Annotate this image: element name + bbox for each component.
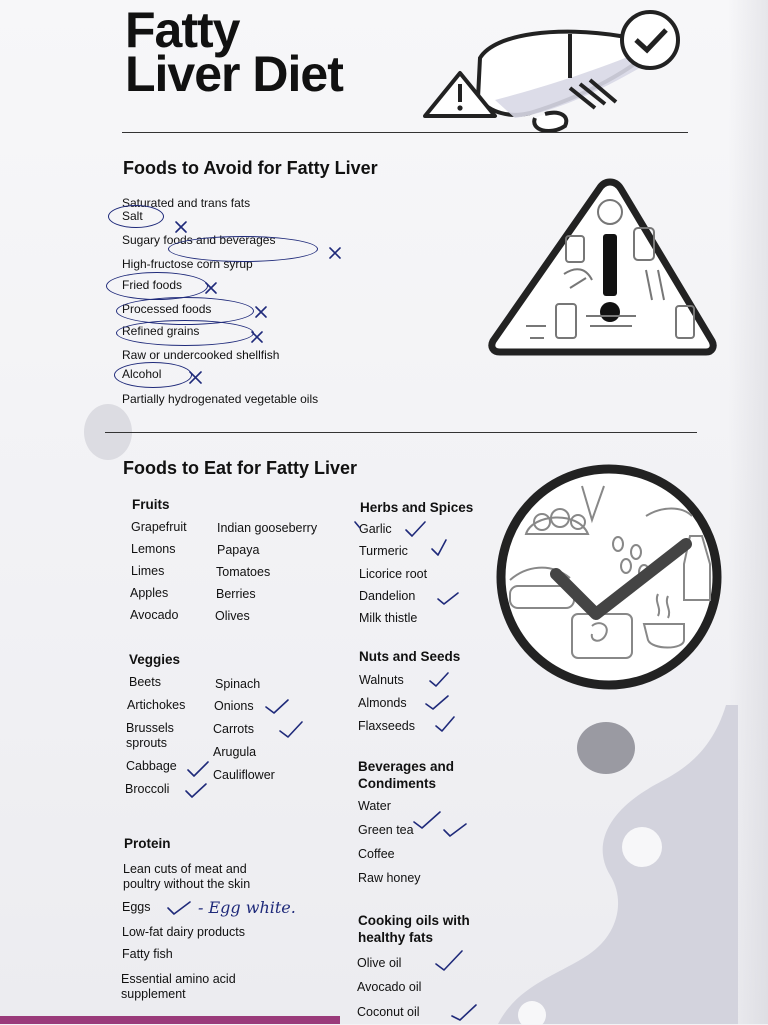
veggie-item: Artichokes bbox=[127, 698, 186, 712]
page-bottom-edge bbox=[0, 1016, 340, 1024]
protein-item: Lean cuts of meat and poultry without the skin bbox=[123, 862, 251, 891]
beverage-item: Water bbox=[358, 799, 391, 813]
veggie-item: Cabbage bbox=[126, 759, 177, 773]
category-nuts: Nuts and Seeds bbox=[359, 649, 461, 664]
nut-item: Flaxseeds bbox=[358, 719, 415, 733]
title-line-2: Liver Diet bbox=[125, 46, 343, 102]
veggie-item: Carrots bbox=[213, 722, 254, 736]
category-veggies: Veggies bbox=[129, 652, 181, 667]
decorative-wave-shape bbox=[498, 705, 738, 1025]
veggie-item: Brussels sprouts bbox=[126, 721, 174, 750]
protein-item: Essential amino acid supplement bbox=[121, 972, 236, 1001]
avoid-item: Sugary foods and beverages bbox=[122, 233, 276, 247]
veggie-item: Cauliflower bbox=[213, 768, 275, 782]
herb-item: Milk thistle bbox=[359, 611, 418, 625]
herb-item: Licorice root bbox=[359, 567, 428, 581]
herb-item: Dandelion bbox=[359, 589, 416, 603]
title-line-1: Fatty bbox=[125, 2, 240, 58]
healthy-food-check-icon bbox=[486, 464, 732, 690]
veggie-item: Spinach bbox=[215, 677, 261, 691]
fruit-item: Lemons bbox=[131, 542, 176, 556]
fruit-item: Tomatoes bbox=[216, 565, 271, 579]
fruit-item: Grapefruit bbox=[131, 520, 187, 534]
category-herbs: Herbs and Spices bbox=[360, 500, 474, 515]
fruit-item: Papaya bbox=[217, 543, 260, 557]
avoid-item: Salt bbox=[122, 209, 143, 223]
oil-item: Olive oil bbox=[357, 956, 402, 970]
nut-item: Walnuts bbox=[359, 673, 404, 687]
handwritten-egg-note: - Egg white. bbox=[198, 898, 296, 917]
avoid-item: Saturated and trans fats bbox=[122, 196, 251, 210]
category-protein: Protein bbox=[124, 836, 171, 851]
avoid-item: Fried foods bbox=[122, 278, 183, 292]
beverage-item: Coffee bbox=[358, 847, 395, 861]
veggie-item: Broccoli bbox=[125, 782, 170, 796]
protein-item: Low-fat dairy products bbox=[122, 925, 245, 939]
avoid-item: Alcohol bbox=[122, 367, 162, 381]
veggie-item: Onions bbox=[214, 699, 254, 713]
beverage-item: Green tea bbox=[358, 823, 414, 837]
veggie-item: Arugula bbox=[213, 745, 257, 759]
fruit-item: Limes bbox=[131, 564, 165, 578]
protein-item: Fatty fish bbox=[122, 947, 173, 961]
beverage-item: Raw honey bbox=[358, 871, 421, 885]
fruit-item: Avocado bbox=[130, 608, 179, 622]
category-oils: Cooking oils with healthy fats bbox=[358, 913, 470, 945]
oil-item: Coconut oil bbox=[357, 1005, 420, 1019]
fruit-item: Indian gooseberry bbox=[217, 521, 318, 535]
avoid-item: Partially hydrogenated vegetable oils bbox=[122, 392, 319, 406]
fruit-item: Berries bbox=[216, 587, 256, 601]
avoid-item: Refined grains bbox=[122, 324, 200, 338]
avoid-item: Raw or undercooked shellfish bbox=[122, 348, 280, 362]
eat-heading: Foods to Eat for Fatty Liver bbox=[123, 458, 358, 478]
fruit-item: Olives bbox=[215, 609, 250, 623]
avoid-item: High-fructose corn syrup bbox=[122, 257, 253, 271]
avoid-heading: Foods to Avoid for Fatty Liver bbox=[123, 158, 378, 178]
avoid-item: Processed foods bbox=[122, 302, 212, 316]
protein-item: Eggs bbox=[122, 900, 151, 914]
fruit-item: Apples bbox=[130, 586, 169, 600]
category-fruits: Fruits bbox=[132, 497, 170, 512]
veggie-item: Beets bbox=[129, 675, 161, 689]
nut-item: Almonds bbox=[358, 696, 407, 710]
oil-item: Avocado oil bbox=[357, 980, 422, 994]
herb-item: Garlic bbox=[359, 522, 392, 536]
category-beverages: Beverages and Condiments bbox=[358, 759, 455, 791]
herb-item: Turmeric bbox=[359, 544, 408, 558]
